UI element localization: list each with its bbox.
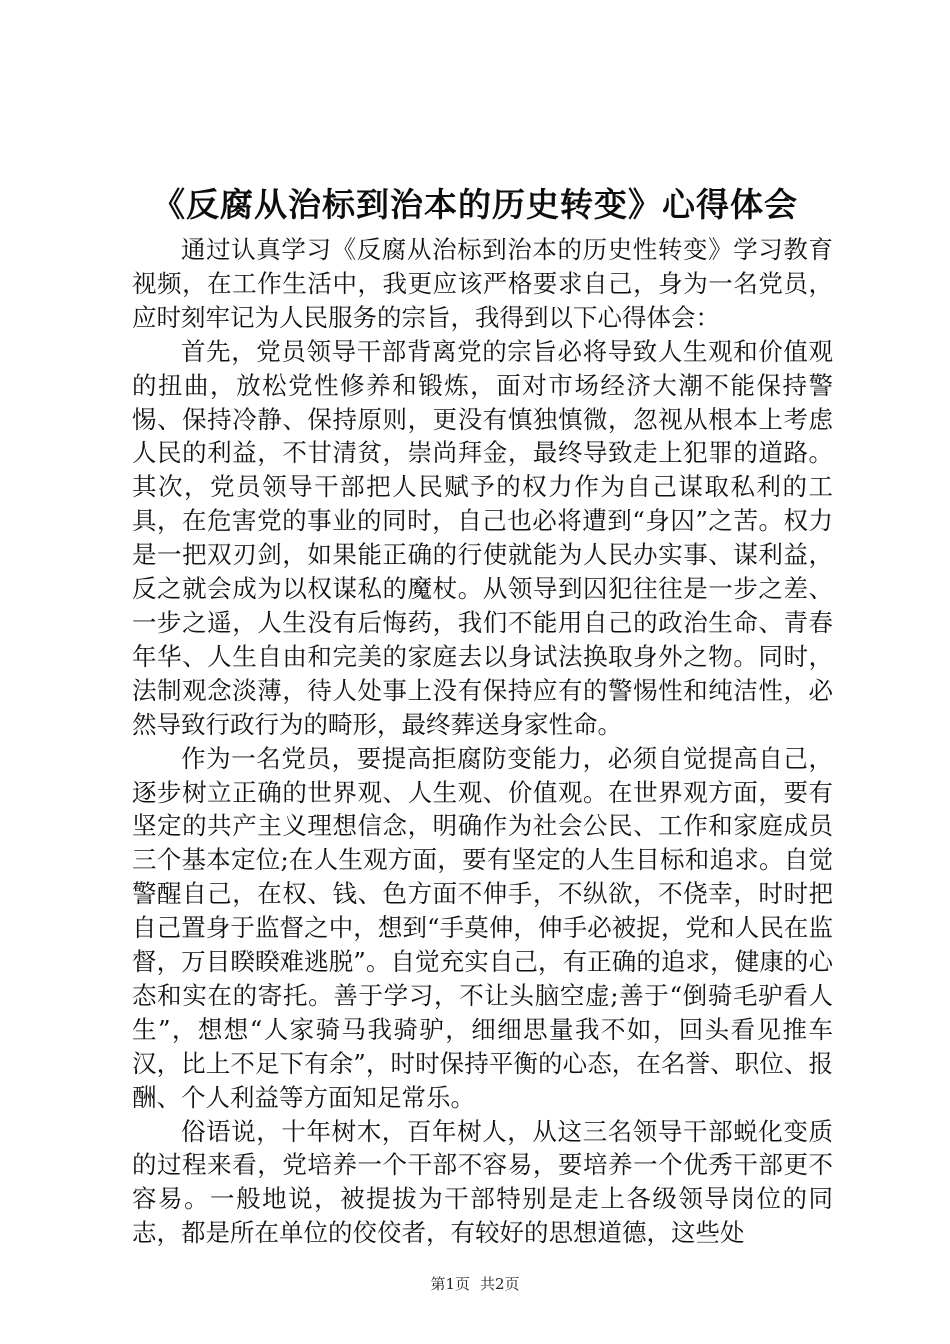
page-number-current: 第1页 [430,1275,470,1293]
paragraph-third: 俗语说，十年树木，百年树人，从这三名领导干部蜕化变质的过程来看，党培养一个干部不容易，要培养一个优秀干部更不容易。一般地说，被提拔为干部特别是走上各级领导岗位的同志，都是所在单位的佼佼者，有较好的思想道德，这些处 [132,1116,833,1248]
document-body [132,233,833,1250]
paragraph-second: 作为一名党员，要提高拒腐防变能力，必须自觉提高自己，逐步树立正确的世界观、人生观、价值观。在世界观方面，要有坚定的共产主义理想信念，明确作为社会公民、工作和家庭成员三个基本定位;在人生观方面，要有坚定的人生目标和追求。自觉警醒自己，在权、钱、色方面不伸手，不纵欲，不侥幸，时时把自己置身于监督之中，想到“手莫伸，伸手必被捉，党和人民在监督，万目睽睽难逃脱”。自觉充实自己，有正确的追求，健康的心态和实在的寄托。善于学习，不让头脑空虚;善于“倒骑毛驴看人生”，想想“人家骑马我骑驴，细细思量我不如，回头看见推车汉，比上不足下有余”，时时保持平衡的心态，在名誉、职位、报酬、个人利益等方面知足常乐。 [132,743,833,1112]
paragraph-intro: 通过认真学习《反腐从治标到治本的历史性转变》学习教育视频，在工作生活中，我更应该严格要求自己，身为一名党员，应时刻牢记为人民服务的宗旨，我得到以下心得体会： [132,235,833,332]
page-footer [0,1274,950,1294]
page-number-total: 共2页 [480,1275,520,1293]
document-title: 《反腐从治标到治本的历史转变》心得体会 [152,185,798,224]
paragraph-first: 首先，党员领导干部背离党的宗旨必将导致人生观和价值观的扭曲，放松党性修养和锻炼，面对市场经济大潮不能保持警惕、保持冷静、保持原则，更没有慎独慎微，忽视从根本上考虑人民的利益，不甘清贫，崇尚拜金，最终导致走上犯罪的道路。其次，党员领导干部把人民赋予的权力作为自己谋取私利的工具，在危害党的事业的同时，自己也必将遭到“身囚”之苦。权力是一把双刃剑，如果能正确的行使就能为人民办实事、谋利益，反之就会成为以权谋私的魔杖。从领导到囚犯往往是一步之差、一步之遥，人生没有后悔药，我们不能用自己的政治生命、青春年华、人生自由和完美的家庭去以身试法换取身外之物。同时，法制观念淡薄，待人处事上没有保持应有的警惕性和纯洁性，必然导致行政行为的畸形，最终葬送身家性命。 [132,336,833,739]
